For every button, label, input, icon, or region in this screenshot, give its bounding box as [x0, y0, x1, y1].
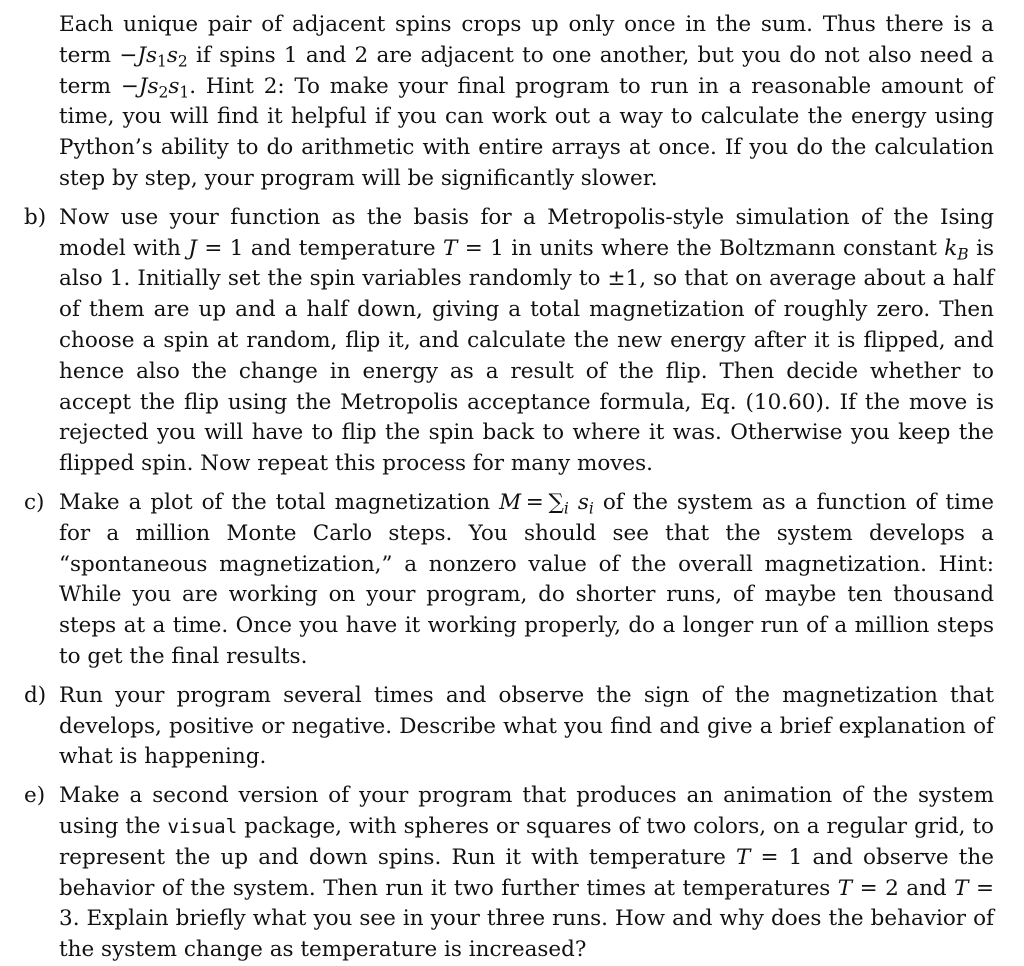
- item-b-text-1: Now use your function as the basis for a Metropolis-style simulation of the Ising model with: [59, 204, 994, 261]
- term-js2s1: $-Js_2s_1$: [120, 73, 190, 101]
- code-visual: visual: [167, 814, 238, 838]
- hint-2: Hint 2: To make your final program to run in a reasonable amount of time, you will find it helpful if you can work out a way to calculate the energy using Python’s ability to do arithmetic with entire arrays at once. If you do the calculation step by step, your program will be significantly slower.: [59, 73, 994, 191]
- item-b-marker: b): [24, 204, 47, 230]
- math-t-3: T: [954, 875, 969, 901]
- item-e-text-5: . Explain briefly what you see in your three runs. How and why does the behavior of the system change as temperature is increased?: [59, 906, 994, 963]
- item-b: [24, 203, 994, 480]
- item-b-text-2: and temperature: [243, 235, 443, 261]
- math-t-2-value: = 2: [859, 875, 899, 901]
- math-t-1: T: [735, 844, 751, 870]
- item-c-marker: c): [24, 489, 45, 515]
- item-e-text-1: Make a second version of your program that produces an animation of the system using the: [59, 783, 994, 839]
- math-j-value: = 1: [204, 235, 244, 261]
- math-t-2: T: [837, 875, 853, 901]
- item-e-text-4: and: [898, 875, 955, 901]
- item-d-text: Run your program several times and observe the sign of the magnetization that develops, positive or negative. Describe what you find and give a brief explanation of what is happening.: [59, 682, 994, 770]
- item-c-text-2: of the system as a function of time for a million Monte Carlo steps. You should see that the system develops a “spontaneous magnetization,” a nonzero value of the overall magnetization. Hint: While you are working on your program, do shorter runs, of maybe ten thousand steps at a time. Once you have it working properly, do a longer run of a million steps to get the final results.: [59, 489, 994, 669]
- math-j: J: [188, 235, 197, 261]
- term-js1s2: $-Js_1s_2$: [119, 42, 188, 71]
- intro-text-2: if spins 1 and 2 are adjacent to one another, but you do not also need a term: [59, 42, 994, 99]
- item-d: [24, 681, 994, 773]
- math-magnetization: $M = \sum_i$ $s_i$: [499, 489, 594, 518]
- item-c-text-1: Make a plot of the total magnetization: [59, 489, 500, 515]
- intro-text-1: Each unique pair of adjacent spins crops up only once in the sum. Thus there is a term: [59, 12, 994, 68]
- intro-text-3: .: [189, 73, 197, 99]
- intro-paragraph: [59, 10, 994, 195]
- math-kb: $k_B$: [944, 235, 969, 263]
- item-c: [24, 488, 994, 673]
- item-e: [24, 781, 994, 966]
- math-t-value: = 1: [464, 235, 504, 261]
- item-e-marker: e): [24, 783, 46, 809]
- item-b-text-4: is also 1. Initially set the spin variables randomly to ±1, so that on average about a half of them are up and a half down, giving a total magnetization of roughly zero. Then choose a spin at random, flip it, and calculate the new energy after it is flipped, and hence also the change in energy as a result of the flip. Then decide whether to accept the flip using the Metropolis acceptance formula, Eq. (10.60). If the move is rejected you will have to flip the spin back to where it was. Otherwise you keep the flipped spin. Now repeat this process for many moves.: [59, 235, 994, 477]
- item-e-text-3: and observe the behavior of the system. Then run it two further times at temperatures: [59, 844, 994, 901]
- item-e-text-2: package, with spheres or squares of two colors, on a regular grid, to represent the up and down spins. Run it with temperature: [59, 813, 994, 870]
- math-t-1-value: = 1: [760, 844, 803, 870]
- math-t-3-value: = 3: [59, 875, 995, 932]
- math-t: T: [442, 235, 458, 261]
- item-b-text-3: in units where the Boltzmann constant: [503, 235, 945, 261]
- item-d-marker: d): [24, 682, 47, 708]
